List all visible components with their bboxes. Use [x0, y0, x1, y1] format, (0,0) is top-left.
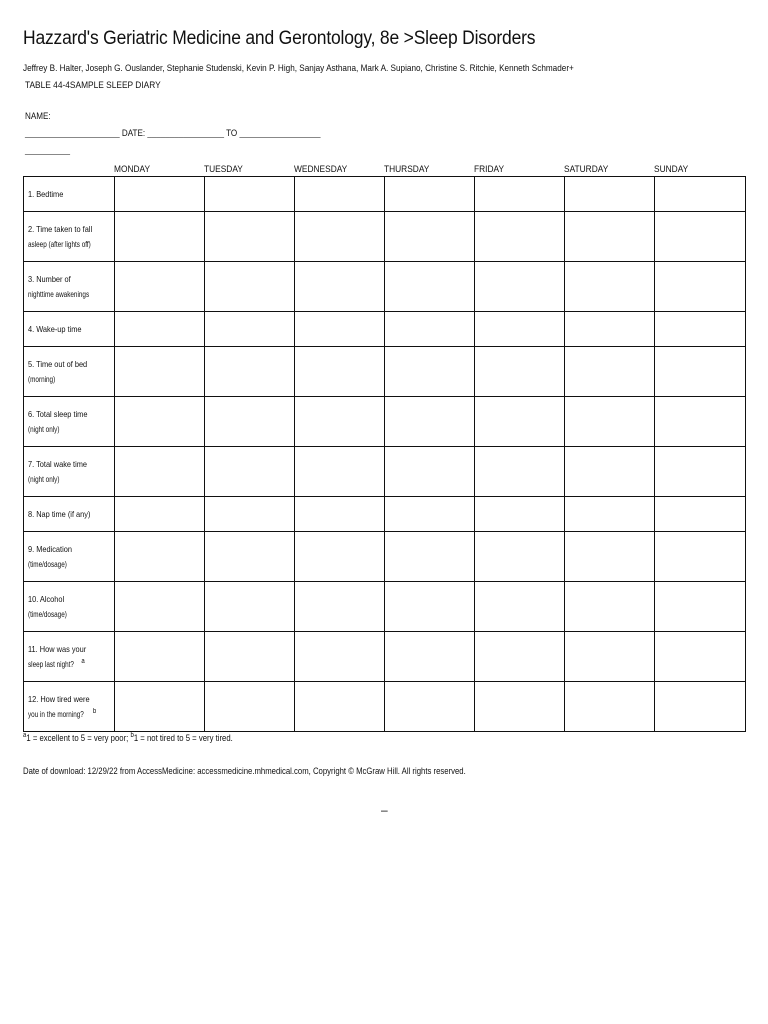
table-row: [24, 447, 746, 497]
diary-cell-monday[interactable]: [115, 532, 205, 582]
diary-cell-monday[interactable]: [115, 682, 205, 732]
row-label-line2-text: (morning): [28, 373, 56, 384]
diary-cell-monday[interactable]: [115, 212, 205, 262]
diary-cell-thursday[interactable]: [385, 347, 475, 397]
diary-cell-thursday[interactable]: [385, 682, 475, 732]
diary-cell-saturday[interactable]: [565, 397, 655, 447]
footnote-a-mark: a: [23, 732, 27, 739]
diary-cell-tuesday[interactable]: [205, 532, 295, 582]
diary-cell-monday[interactable]: [115, 582, 205, 632]
to-blank: __________________: [239, 128, 321, 138]
diary-cell-saturday[interactable]: [565, 312, 655, 347]
row-label-line1: 5. Time out of bed: [28, 358, 88, 369]
row-label: [24, 177, 115, 212]
date-label: DATE:: [121, 128, 146, 138]
row-label-line2-text: (night only): [28, 423, 60, 434]
row-footnote-mark: b: [92, 707, 97, 715]
diary-cell-friday[interactable]: [475, 312, 565, 347]
diary-cell-wednesday[interactable]: [295, 262, 385, 312]
diary-cell-sunday[interactable]: [655, 582, 746, 632]
download-notice: Date of download: 12/29/22 from AccessMedicine: accessmedicine.mhmedical.com, Copyright © McGraw Hill. All rights reserved.: [23, 766, 466, 776]
row-label: [24, 397, 115, 447]
row-label: [24, 582, 115, 632]
diary-cell-wednesday[interactable]: [295, 397, 385, 447]
diary-cell-wednesday[interactable]: [295, 497, 385, 532]
diary-cell-thursday[interactable]: [385, 312, 475, 347]
diary-cell-tuesday[interactable]: [205, 682, 295, 732]
footnote-b-text: 1 = not tired to 5 = very tired.: [133, 733, 233, 743]
diary-cell-thursday[interactable]: [385, 177, 475, 212]
diary-cell-thursday[interactable]: [385, 632, 475, 682]
table-caption: TABLE 44-4SAMPLE SLEEP DIARY: [25, 80, 161, 91]
row-label-line1: 10. Alcohol: [28, 593, 65, 604]
day-header-tuesday: TUESDAY: [204, 164, 243, 175]
diary-cell-monday[interactable]: [115, 347, 205, 397]
table-row: [24, 632, 746, 682]
diary-cell-friday[interactable]: [475, 212, 565, 262]
diary-cell-sunday[interactable]: [655, 497, 746, 532]
diary-cell-tuesday[interactable]: [205, 312, 295, 347]
diary-cell-thursday[interactable]: [385, 582, 475, 632]
date-blank: _________________: [147, 128, 224, 138]
row-label: [24, 447, 115, 497]
diary-cell-friday[interactable]: [475, 177, 565, 212]
footnote-b-mark: b: [130, 732, 134, 739]
diary-cell-sunday[interactable]: [655, 682, 746, 732]
diary-cell-sunday[interactable]: [655, 397, 746, 447]
author-list: Jeffrey B. Halter, Joseph G. Ouslander, Stephanie Studenski, Kevin P. High, Sanjay Asthana, Mark A. Supiano, Christine S. Ritchie, Kenneth Schmader+: [23, 63, 574, 74]
table-row: [24, 682, 746, 732]
table-row: [24, 347, 746, 397]
diary-cell-saturday[interactable]: [565, 177, 655, 212]
table-row: [24, 212, 746, 262]
diary-cell-tuesday[interactable]: [205, 177, 295, 212]
diary-cell-thursday[interactable]: [385, 212, 475, 262]
row-label-line2-text: (time/dosage): [28, 558, 67, 569]
diary-cell-saturday[interactable]: [565, 532, 655, 582]
row-label-line1: 12. How tired were: [28, 693, 90, 704]
row-label-line2: [28, 657, 85, 672]
diary-cell-saturday[interactable]: [565, 262, 655, 312]
diary-cell-tuesday[interactable]: [205, 497, 295, 532]
name-blank: _____________________: [25, 128, 120, 138]
diary-cell-tuesday[interactable]: [205, 347, 295, 397]
diary-cell-sunday[interactable]: [655, 312, 746, 347]
row-label-line2: [28, 472, 65, 487]
diary-cell-tuesday[interactable]: [205, 262, 295, 312]
diary-cell-friday[interactable]: [475, 497, 565, 532]
row-label-line2-text: nighttime awakenings: [28, 288, 90, 299]
diary-cell-wednesday[interactable]: [295, 632, 385, 682]
diary-cell-sunday[interactable]: [655, 177, 746, 212]
diary-cell-thursday[interactable]: [385, 497, 475, 532]
day-header-friday: FRIDAY: [474, 164, 505, 175]
date-line: [25, 128, 321, 138]
diary-cell-saturday[interactable]: [565, 582, 655, 632]
table-row: [24, 582, 746, 632]
row-label: [24, 532, 115, 582]
diary-cell-wednesday[interactable]: [295, 347, 385, 397]
diary-cell-sunday[interactable]: [655, 212, 746, 262]
page-marker: –: [381, 803, 388, 817]
diary-cell-saturday[interactable]: [565, 632, 655, 682]
diary-cell-friday[interactable]: [475, 447, 565, 497]
row-label-line2: [28, 422, 65, 437]
name-label: NAME:: [25, 111, 51, 121]
table-row: [24, 397, 746, 447]
diary-cell-monday[interactable]: [115, 632, 205, 682]
row-label-line1: 11. How was your: [28, 643, 87, 654]
diary-cell-monday[interactable]: [115, 312, 205, 347]
table-row: [24, 177, 746, 212]
diary-cell-thursday[interactable]: [385, 532, 475, 582]
row-label-line1: 8. Nap time (if any): [28, 508, 91, 519]
diary-cell-monday[interactable]: [115, 447, 205, 497]
row-label: [24, 262, 115, 312]
diary-cell-tuesday[interactable]: [205, 212, 295, 262]
sleep-diary-table: [23, 176, 746, 732]
diary-cell-sunday[interactable]: [655, 347, 746, 397]
diary-cell-sunday[interactable]: [655, 447, 746, 497]
row-label-line2-text: (night only): [28, 473, 60, 484]
diary-cell-wednesday[interactable]: [295, 212, 385, 262]
continuation-blank: __________: [25, 145, 71, 155]
row-label: [24, 347, 115, 397]
row-label-line2: [28, 372, 60, 387]
diary-cell-wednesday[interactable]: [295, 582, 385, 632]
diary-cell-friday[interactable]: [475, 532, 565, 582]
row-label-line2-text: sleep last night?: [28, 658, 74, 669]
day-header-wednesday: WEDNESDAY: [294, 164, 348, 175]
row-label-line2: [28, 607, 73, 622]
diary-cell-friday[interactable]: [475, 347, 565, 397]
diary-cell-wednesday[interactable]: [295, 682, 385, 732]
diary-cell-tuesday[interactable]: [205, 397, 295, 447]
to-label: TO: [226, 128, 238, 138]
diary-cell-sunday[interactable]: [655, 262, 746, 312]
diary-cell-tuesday[interactable]: [205, 632, 295, 682]
diary-cell-thursday[interactable]: [385, 447, 475, 497]
day-header-monday: MONDAY: [114, 164, 151, 175]
diary-cell-saturday[interactable]: [565, 347, 655, 397]
diary-cell-friday[interactable]: [475, 632, 565, 682]
document-title: Hazzard's Geriatric Medicine and Gerontology, 8e >Sleep Disorders: [23, 28, 536, 49]
diary-cell-monday[interactable]: [115, 497, 205, 532]
diary-cell-tuesday[interactable]: [205, 447, 295, 497]
footnote: [23, 733, 233, 743]
diary-cell-monday[interactable]: [115, 397, 205, 447]
table-row: [24, 497, 746, 532]
row-label-line1: 7. Total wake time: [28, 458, 88, 469]
diary-cell-thursday[interactable]: [385, 397, 475, 447]
row-label-line2: [28, 287, 99, 302]
diary-cell-friday[interactable]: [475, 682, 565, 732]
diary-cell-monday[interactable]: [115, 177, 205, 212]
row-label-line2-text: asleep (after lights off): [28, 238, 91, 249]
row-label: [24, 212, 115, 262]
row-label-line1: 2. Time taken to fall: [28, 223, 93, 234]
row-label: [24, 682, 115, 732]
footnote-a-text: 1 = excellent to 5 = very poor;: [26, 733, 131, 743]
diary-cell-sunday[interactable]: [655, 632, 746, 682]
row-label: [24, 497, 115, 532]
diary-cell-saturday[interactable]: [565, 497, 655, 532]
diary-cell-saturday[interactable]: [565, 682, 655, 732]
row-label-line1: 1. Bedtime: [28, 188, 64, 199]
diary-cell-saturday[interactable]: [565, 212, 655, 262]
row-label-line1: 9. Medication: [28, 543, 72, 554]
diary-cell-saturday[interactable]: [565, 447, 655, 497]
diary-cell-wednesday[interactable]: [295, 447, 385, 497]
row-label-line2-text: you in the morning?: [28, 708, 84, 719]
diary-cell-monday[interactable]: [115, 262, 205, 312]
day-header-thursday: THURSDAY: [384, 164, 430, 175]
day-header-saturday: SATURDAY: [564, 164, 609, 175]
row-label-line1: 6. Total sleep time: [28, 408, 88, 419]
row-label-line2: [28, 237, 101, 252]
row-label-line1: 3. Number of: [28, 273, 71, 284]
row-label-line2: [28, 707, 96, 722]
table-row: [24, 262, 746, 312]
diary-cell-wednesday[interactable]: [295, 532, 385, 582]
diary-cell-friday[interactable]: [475, 397, 565, 447]
row-label: [24, 312, 115, 347]
diary-cell-friday[interactable]: [475, 262, 565, 312]
row-label: [24, 632, 115, 682]
row-footnote-mark: a: [81, 657, 85, 665]
table-row: [24, 532, 746, 582]
row-label-line1: 4. Wake-up time: [28, 323, 82, 334]
table-row: [24, 312, 746, 347]
diary-cell-sunday[interactable]: [655, 532, 746, 582]
diary-cell-wednesday[interactable]: [295, 312, 385, 347]
diary-cell-friday[interactable]: [475, 582, 565, 632]
row-label-line2-text: (time/dosage): [28, 608, 67, 619]
row-label-line2: [28, 557, 73, 572]
diary-cell-thursday[interactable]: [385, 262, 475, 312]
diary-cell-wednesday[interactable]: [295, 177, 385, 212]
day-header-sunday: SUNDAY: [654, 164, 689, 175]
diary-cell-tuesday[interactable]: [205, 582, 295, 632]
